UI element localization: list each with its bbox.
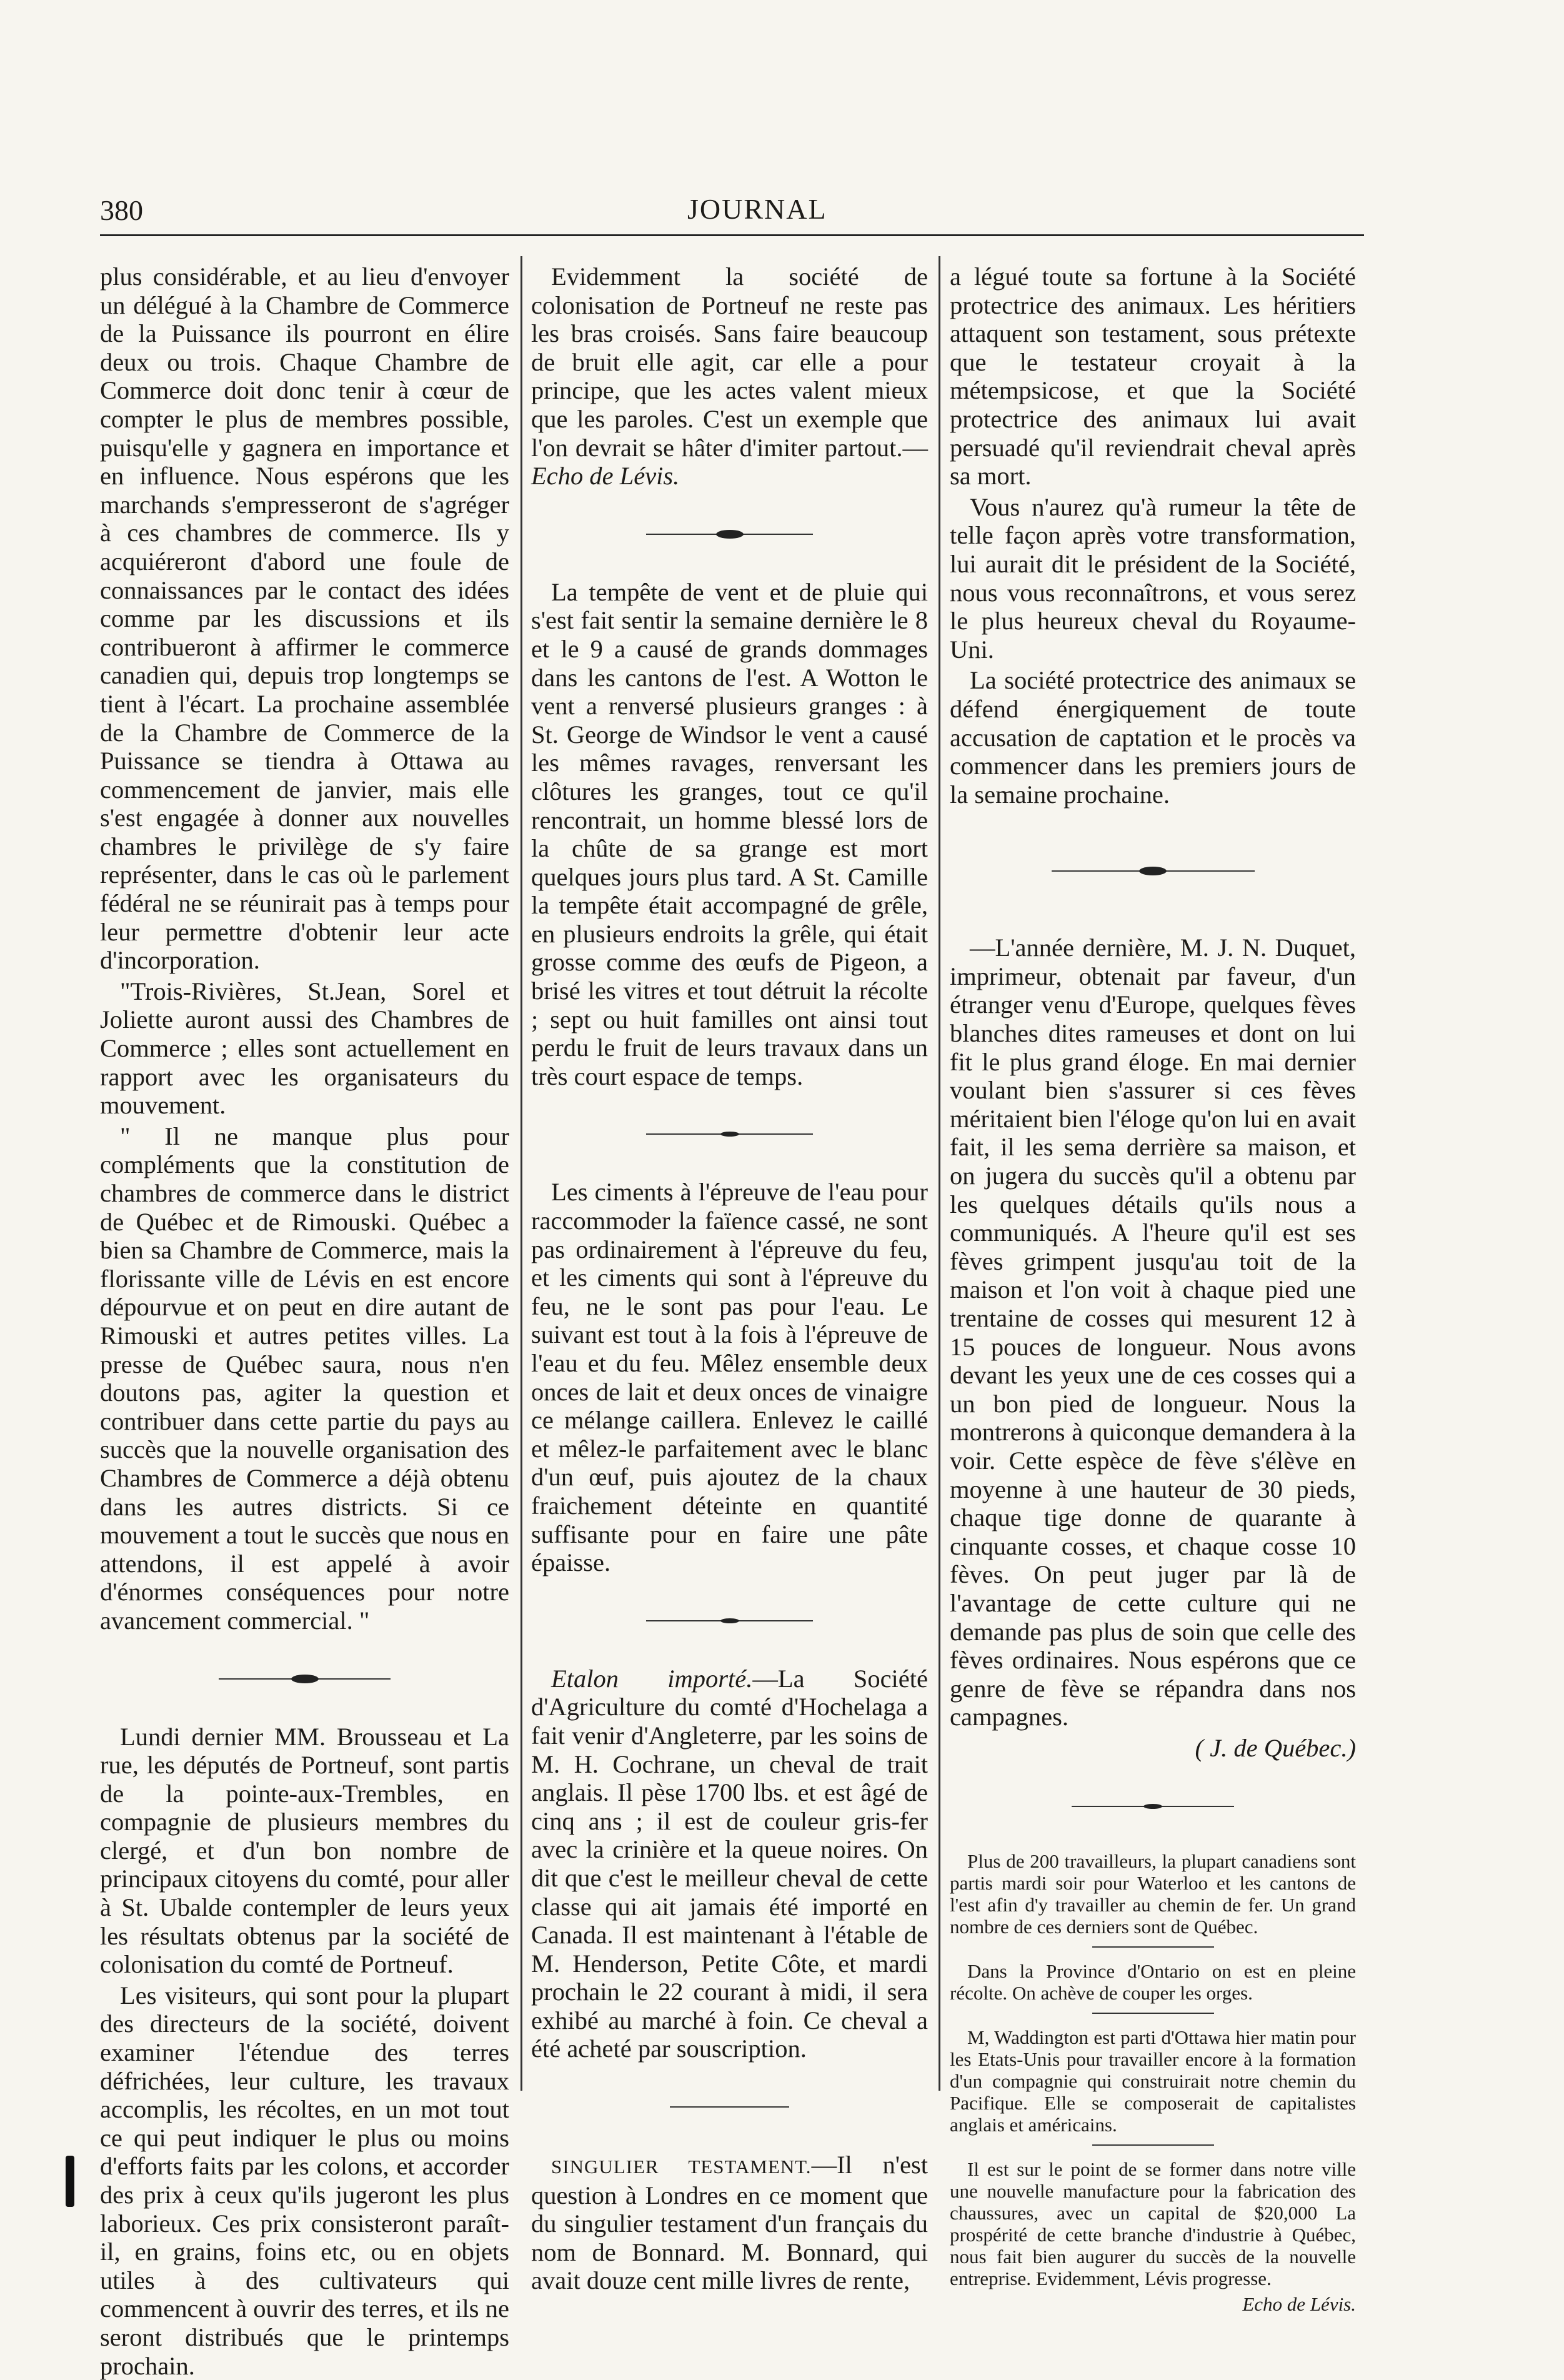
brief-item: Il est sur le point de se former dans notre ville une nouvelle manufacture pour la fabrication des chaussures, avec un capital de $20,000 La prospérité de cette branche d'industrie à Québec, nous fait bien augurer du succès de la nouvelle entreprise. Evidemment, Lévis progresse. bbox=[950, 2158, 1356, 2289]
column-divider-2 bbox=[939, 256, 940, 2091]
article-paragraph: plus considérable, et au lieu d'envoyer un délégué à la Chambre de Commerce de la Puissance ils pourront en élire deux ou trois. Chaque Chambre de Commerce doit donc tenir à cœur de compter le plus de membres possible, puisqu'elle y gagnera en importance et en influence. Nous espérons que les marchands s'empresseront de s'agréger à ces chambres de commerce. Ils y acquiéreront d'abord une foule de connaissances par le contact des idées comme par les discussions et ils contribueront à affirmer le commerce canadien qui, depuis trop longtemps se tient à l'écart. La prochaine assemblée de la Chambre de Commerce de la Puissance se tiendra à Ottawa au commencement de janvier, mais elle s'est engagée à donner aux nouvelles chambres le privilège de s'y faire représenter, dans le cas où le parlement fédéral ne se réunirait pas à temps pour leur permettre d'obtenir leur acte d'incorporation. bbox=[100, 262, 509, 975]
column-2 bbox=[531, 262, 929, 2295]
article-paragraph: La société protectrice des animaux se défend énergiquement de toute accusation de captation et le procès va commencer dans les premiers jours de la semaine prochaine. bbox=[950, 666, 1356, 809]
article-paragraph: " Il ne manque plus pour compléments que la constitution de chambres de commerce dans le district de Québec et de Rimouski. Québec a bien sa Chambre de Commerce, mais la florissante ville de Lévis en est encore dépourvue et on peut en dire autant de Rimouski et autres petites villes. La presse de Québec saura, nous n'en doutons pas, agiter la question et contribuer dans cette partie du pays au succès que la nouvelle organisation des Chambres de Commerce a déjà obtenu dans les autres districts. Si ce mouvement a tout le succès que nous en attendons, il est appelé à avoir d'énormes conséquences pour notre avancement commercial. " bbox=[100, 1122, 509, 1635]
article-text: —Il n'est question à Londres en ce moment que du singulier testament d'un français du nom de Bonnard. M. Bonnard, qui avait douze cent mille livres de rente, bbox=[531, 2151, 929, 2295]
brief-separator bbox=[1092, 2013, 1214, 2014]
section-separator bbox=[1072, 1800, 1234, 1813]
source-attribution: Echo de Lévis. bbox=[531, 462, 680, 490]
article-paragraph bbox=[531, 2151, 928, 2295]
article-paragraph: Les ciments à l'épreuve de l'eau pour raccommoder la faïence cassé, ne sont pas ordinairement à l'épreuve du feu, et les ciments qui sont à l'épreuve du feu, ne le sont pas pour l'eau. Le suivant est tout à la fois à l'épreuve de l'eau et du feu. Mêlez ensemble deux onces de lait et deux onces de vinaigre ce mélange caillera. Enlevez le caillé et mêlez-le parfaitement avec le blanc d'un œuf, puis ajoutez de la chaux fraichement déteinte en quantité suffisante pour en faire une pâte épaisse. bbox=[531, 1178, 928, 1577]
article-paragraph bbox=[531, 1665, 928, 2063]
article-paragraph: —L'année dernière, M. J. N. Duquet, imprimeur, obtenait par faveur, d'un étranger venu d'Europe, quelques fèves blanches dites rameuses et dont on lui fit le plus grand éloge. En mai dernier voulant bien s'assurer si ces fèves méritaient bien l'éloge qu'on lui en avait fait, il les sema derrière sa maison, et on jugera du succès qu'il a obtenu par les quelques détails qu'ils nous a communiqués. A l'heure qu'il est ses fèves grimpent jusqu'au toit de la maison et l'on voit à chaque pied une trentaine de cosses qui mesurent 12 à 15 pouces de longueur. Nous avons devant les yeux une de ces cosses qui a un bon pied de longueur. Nous la montrerons à quiconque demandera à la voir. Cette espèce de fève s'élève en moyenne à une hauteur de 30 pieds, chaque tige donne de quarante à cinquante cosses, et chaque cosse 10 fèves. On peut juger par là de l'avantage de cette culture qui ne demande pas plus de soin que celle des fèves ordinaires. Nous espérons que ce genre de fève se répandra dans nos campagnes. bbox=[950, 934, 1356, 1731]
section-separator bbox=[1052, 865, 1255, 877]
article-heading: SINGULIER TESTAMENT. bbox=[551, 2156, 812, 2178]
brief-separator bbox=[1092, 2144, 1214, 2146]
section-separator bbox=[646, 528, 813, 540]
column-1 bbox=[100, 262, 509, 2380]
margin-ink-mark bbox=[66, 2156, 74, 2207]
article-paragraph: Lundi dernier MM. Brousseau et La rue, les députés de Portneuf, sont partis de la pointe-aux-Trembles, en compagnie de plusieurs membres du clergé, et d'un bon nombre de principaux citoyens du comté, pour aller à St. Ubalde contempler de leurs yeux les résultats obtenus par la société de colonisation du comté de Portneuf. bbox=[100, 1722, 509, 1979]
page-title: JOURNAL bbox=[687, 193, 827, 225]
header-rule bbox=[100, 234, 1364, 236]
brief-item: M, Waddington est parti d'Ottawa hier matin pour les Etats-Unis pour travailler encore à la formation d'un compagnie qui construirait notre chemin du Pacifique. Elle se composerait de capitalistes anglais et américains. bbox=[950, 2026, 1356, 2136]
column-3 bbox=[950, 262, 1356, 2315]
source-attribution: Echo de Lévis. bbox=[1242, 2293, 1356, 2315]
news-briefs bbox=[950, 1850, 1356, 2315]
article-paragraph: "Trois-Rivières, St.Jean, Sorel et Joliette auront aussi des Chambres de Commerce ; elles sont actuellement en rapport avec les organisateurs du mouvement. bbox=[100, 977, 509, 1120]
section-separator bbox=[646, 1128, 813, 1140]
brief-item: Plus de 200 travailleurs, la plupart canadiens sont partis mardi soir pour Waterloo et les cantons de l'est afin d'y travailler au chemin de fer. Un grand nombre de ces derniers sont de Québec. bbox=[950, 1850, 1356, 1938]
article-text: —La Société d'Agriculture du comté d'Hochelaga a fait venir d'Angleterre, par les soins de M. H. Cochrane, un cheval de trait anglais. Il pèse 1700 lbs. et est âgé de cinq ans ; il est de couleur gris-fer avec la crinière et la queue noires. On dit que c'est le meilleur cheval de cette classe qui ait jamais été importé en Canada. Il est maintenant à l'étable de M. Henderson, Petite Côte, et mardi prochain le 22 courant à midi, il sera exhibé au marché à foin. Ce cheval a été acheté par souscription. bbox=[531, 1664, 928, 2063]
page-number: 380 bbox=[100, 194, 143, 226]
article-paragraph: Vous n'aurez qu'à rumeur la tête de telle façon après votre transformation, lui aurait dit le président de la Société, nous vous reconnaîtrons, et vous serez le plus heureux cheval du Royaume-Uni. bbox=[950, 492, 1356, 664]
section-separator bbox=[219, 1673, 391, 1685]
article-paragraph: La tempête de vent et de pluie qui s'est fait sentir la semaine dernière le 8 et le 9 a causé de grands dommages dans les cantons de l'est. A Wotton le vent a renversé plusieurs granges : à St. George de Windsor le vent a causé les mêmes ravages, renversant les clôtures les granges, tout ce qu'il rencontrait, un homme blessé lors de la chûte de sa grange est mort quelques jours plus tard. A St. Camille la tempête était accompagné de grêle, en plusieurs endroits la grêle, qui était grosse comme des œufs de Pigeon, a brisé les vitres et tout détruit la récolte ; sept ou huit familles ont ainsi tout perdu le fruit de leurs travaux dans un très court espace de temps. bbox=[531, 577, 928, 1090]
section-separator bbox=[646, 1615, 813, 1627]
section-separator bbox=[670, 2101, 789, 2113]
article-paragraph: a légué toute sa fortune à la Société protectrice des animaux. Les héritiers attaquent son testament, sous prétexte que le testateur croyait à la métempsicose, et que la Société protectrice des animaux lui avait persuadé qu'il reviendrait cheval après sa mort. bbox=[950, 262, 1356, 490]
brief-item: Dans la Province d'Ontario on est en pleine récolte. On achève de couper les orges. bbox=[950, 1959, 1356, 2004]
article-paragraph: Les visiteurs, qui sont pour la plupart des directeurs de la société, doivent examiner l'étendue des terres défrichées, leur culture, les travaux accomplis, les récoltes, en un mot tout ce qui peut indiquer le plus ou moins d'efforts faits par les colons, et accorder des prix à ceux qu'ils jugeront les plus laborieux. Ces prix consisteront paraît-il, en grains, foins etc, ou en objets utiles à des cultivateurs qui commencent à ouvrir des terres, et ils ne seront distribués que le printemps prochain. bbox=[100, 1981, 509, 2380]
article-paragraph bbox=[531, 262, 928, 490]
source-attribution: ( J. de Québec.) bbox=[1195, 1733, 1356, 1762]
column-divider-1 bbox=[521, 256, 522, 2091]
article-heading: Etalon importé. bbox=[551, 1664, 753, 1693]
brief-separator bbox=[1092, 1946, 1214, 1948]
article-text: Evidemment la société de colonisation de Portneuf ne reste pas les bras croisés. Sans faire beaucoup de bruit elle agit, car elle a pour principe, que les actes valent mieux que les paroles. C'est un exemple que l'on devrait se hâter d'imiter partout.— bbox=[531, 262, 928, 462]
